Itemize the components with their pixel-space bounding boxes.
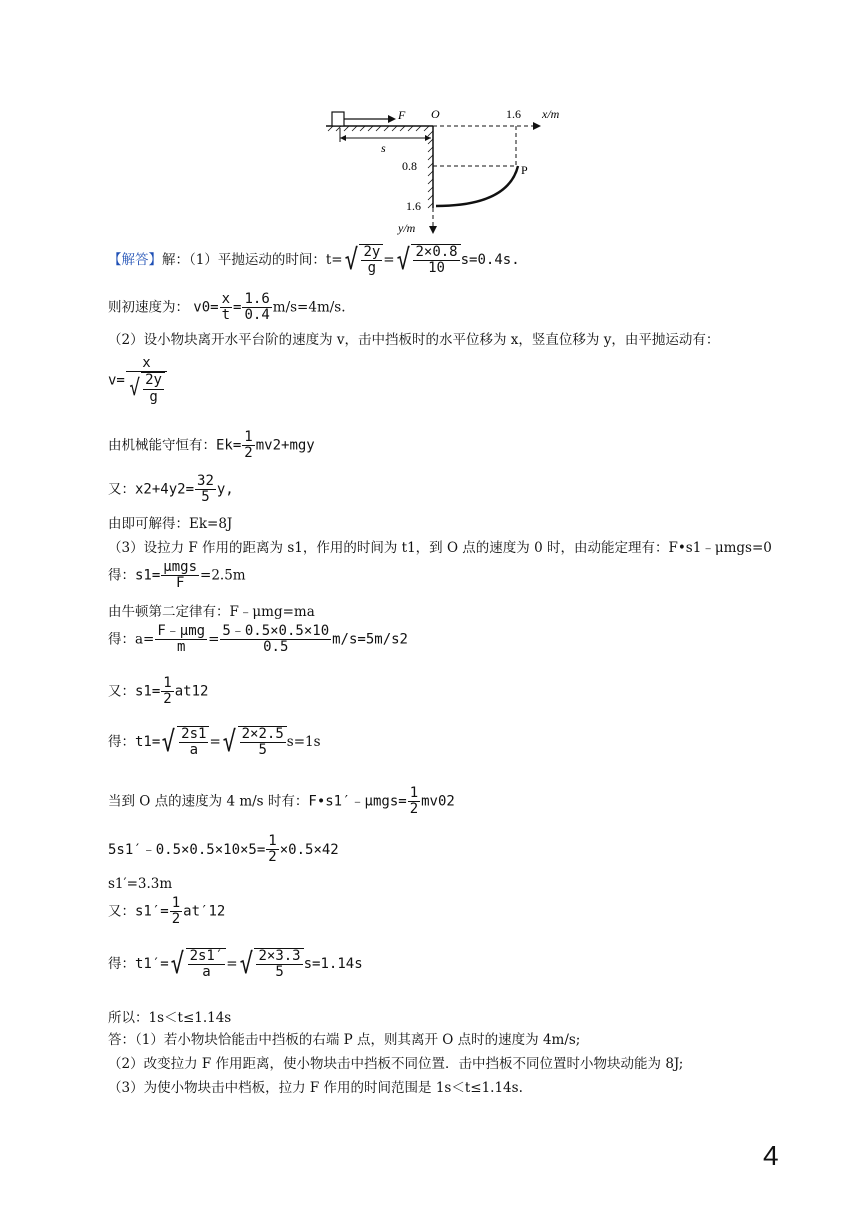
y-tick-label-2: 1.6 <box>406 199 421 213</box>
x-tick-label: 1.6 <box>506 107 521 121</box>
point-p-label: P <box>521 163 528 177</box>
solution-line-6: 又：x2+4y2= $\frac{32}{5}$ y, <box>108 473 234 506</box>
s-label: s <box>381 141 386 155</box>
solution-line-3: （2）设小物块离开水平台阶的速度为 v，击中挡板时的水平位移为 x，竖直位移为 y，由平抛运动有： <box>108 332 720 348</box>
solution-line-16: s1′=3.3m <box>108 876 173 892</box>
solution-line-15: 5s1′﹣0.5×0.5×10×5= $\frac{1}{2}$ ×0.5×42 <box>108 833 339 866</box>
solution-line-4: v= x √ $\frac{2y}{g}$ <box>108 356 168 405</box>
solution-line-9: 得：s1= $\frac{\text{μmgs}}{F}$ =2.5m <box>108 559 246 592</box>
solution-line-13: 得：t1=√ $\frac{2s1}{a}$ =√ $\frac{2\times 2.5}{5}$ s=1s <box>108 725 321 759</box>
y-axis-label: y/m <box>398 221 416 235</box>
solution-line-2: 则初速度为： v0= $\frac{x}{t}$ = $\frac{1.6}{0.4}$ m/s=4m/s. <box>108 291 346 324</box>
answer-line-1: 答：（1）若小物块恰能击中挡板的右端 P 点，则其离开 O 点时的速度为 4m/s; <box>108 1032 581 1048</box>
solution-line-8: （3）设拉力 F 作用的距离为 s1，作用的时间为 t1，到 O 点的速度为 0 时，由动能定理有：F•s1﹣μmgs=0 <box>108 540 772 556</box>
baffle-curve <box>436 166 518 206</box>
force-label: F <box>398 108 406 122</box>
answer-line-2: （2）改变拉力 F 作用距离，使小物块击中挡板不同位置．击中挡板不同位置时小物块动能为 8J; <box>108 1056 684 1072</box>
x-axis-label: x/m <box>542 107 560 121</box>
y-tick-label-1: 0.8 <box>402 159 417 173</box>
solution-line-10: 由牛顿第二定律有：F﹣μmg=ma <box>108 604 315 620</box>
solution-line-7: 由即可解得：Ek=8J <box>108 516 233 532</box>
origin-label: O <box>431 107 440 121</box>
block <box>332 112 344 126</box>
solution-line-19: 所以：1s＜t≤1.14s <box>108 1010 232 1026</box>
solution-line-14: 当到 O 点的速度为 4 m/s 时有：F•s1′﹣μmgs= $\frac{1}{2}$ mv02 <box>108 785 455 818</box>
solution-line-18: 得：t1′=√ $\frac{2s1'}{a}$ =√ $\frac{2\times 3.3}{5}$ s=1.14s <box>108 947 363 981</box>
projectile-diagram <box>318 98 578 238</box>
answer-tag: 【解答】 <box>108 251 162 268</box>
solution-line-12: 又：s1= $\frac{1}{2}$ at12 <box>108 675 209 708</box>
solution-line-11: 得：a= $\frac{\text{F﹣μmg}}{m}$ = $\frac{5﹣0.5\times 0.5\times 10}{0.5}$ m/s=5m/s2 <box>108 623 408 656</box>
page-number: 4 <box>763 1140 779 1171</box>
answer-line-3: （3）为使小物块击中档板，拉力 F 作用的时间范围是 1s＜t≤1.14s. <box>108 1080 523 1096</box>
solution-line-17: 又：s1′= $\frac{1}{2}$ at′12 <box>108 895 226 928</box>
solution-line-1: 【解答】解：（1）平抛运动的时间：t=√ $\frac{2y}{g}$ =√ $\frac{2\times 0.8}{10}$ s=0.4s. <box>108 243 520 277</box>
solution-line-5: 由机械能守恒有：Ek= $\frac{1}{2}$ mv2+mgy <box>108 429 315 462</box>
